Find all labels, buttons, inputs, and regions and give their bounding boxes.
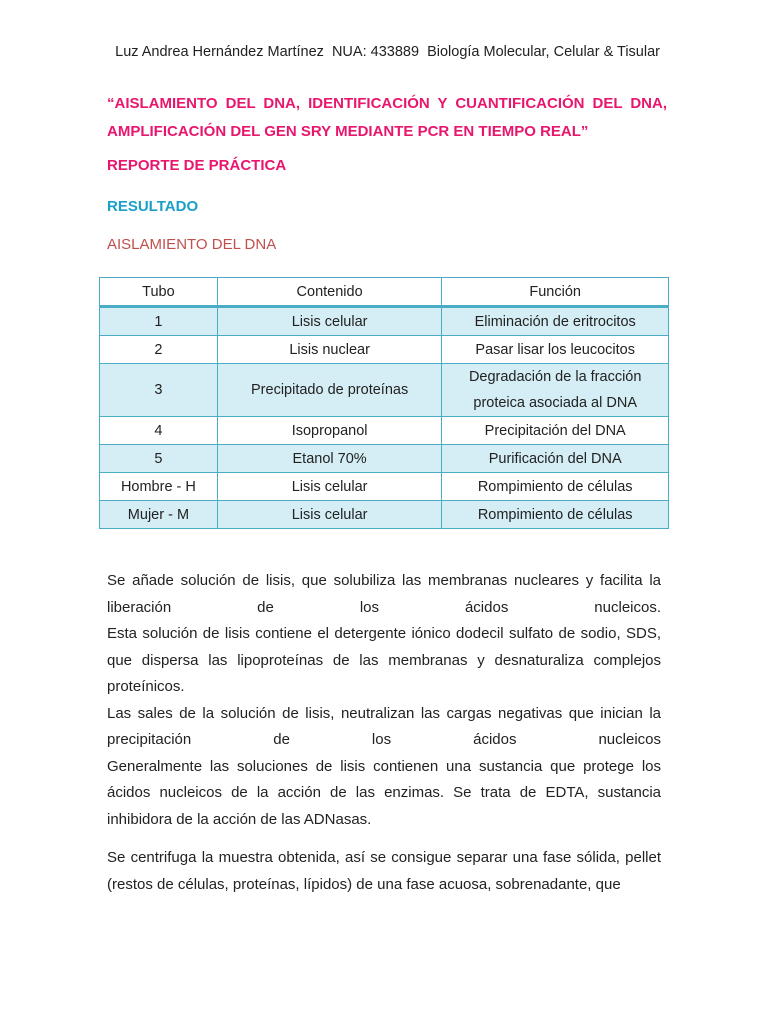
cell-funcion: Purificación del DNA bbox=[442, 445, 669, 473]
cell-funcion bbox=[442, 364, 669, 417]
cell-funcion: Rompimiento de células bbox=[442, 501, 669, 529]
paragraph-1-line-2: liberación de los ácidos nucleicos. bbox=[107, 598, 661, 616]
title-line-2: AMPLIFICACIÓN DEL GEN SRY MEDIANTE PCR EN TIEMPO REAL” bbox=[107, 123, 589, 140]
cell-tubo: Mujer - M bbox=[100, 501, 218, 529]
cell-funcion: Pasar lisar los leucocitos bbox=[442, 336, 669, 364]
cell-contenido: Etanol 70% bbox=[217, 445, 442, 473]
header-contenido: Contenido bbox=[217, 278, 442, 307]
table-row bbox=[100, 307, 669, 336]
paragraph-1-line-1: Se añade solución de lisis, que solubiliza las membranas nucleares y facilita la bbox=[107, 572, 661, 589]
table-row bbox=[100, 501, 669, 529]
results-heading: RESULTADO bbox=[107, 198, 199, 215]
report-subtitle: REPORTE DE PRÁCTICA bbox=[107, 157, 287, 174]
tubes-table bbox=[99, 277, 669, 529]
cell-funcion: Eliminación de eritrocitos bbox=[442, 307, 669, 336]
table-row bbox=[100, 364, 669, 417]
cell-tubo: 1 bbox=[100, 307, 218, 336]
header-tubo: Tubo bbox=[100, 278, 218, 307]
table-row bbox=[100, 473, 669, 501]
cell-contenido: Lisis nuclear bbox=[217, 336, 442, 364]
table-row bbox=[100, 445, 669, 473]
header-funcion: Función bbox=[442, 278, 669, 307]
cell-funcion: Precipitación del DNA bbox=[442, 417, 669, 445]
cell-tubo: 2 bbox=[100, 336, 218, 364]
cell-contenido: Isopropanol bbox=[217, 417, 442, 445]
table-header-row bbox=[100, 278, 669, 307]
cell-funcion: Rompimiento de células bbox=[442, 473, 669, 501]
paragraph-5: Se centrifuga la muestra obtenida, así se consigue separar una fase sólida, pellet (restos de células, proteínas, lípidos) de una fase acuosa, sobrenadante, que bbox=[107, 849, 661, 893]
page-header: Luz Andrea Hernández Martínez NUA: 433889 Biología Molecular, Celular & Tisular bbox=[115, 44, 660, 60]
cell-funcion-line-2: proteica asociada al DNA bbox=[473, 395, 637, 411]
paragraph-2: Esta solución de lisis contiene el detergente iónico dodecil sulfato de sodio, SDS, que dispersa las lipoproteínas de las membranas y desnaturaliza complejos proteínicos. bbox=[107, 625, 661, 695]
table-row bbox=[100, 417, 669, 445]
title-line-1: “AISLAMIENTO DEL DNA, IDENTIFICACIÓN Y CUANTIFICACIÓN DEL DNA, bbox=[107, 95, 667, 112]
cell-contenido: Lisis celular bbox=[217, 473, 442, 501]
cell-contenido: Lisis celular bbox=[217, 307, 442, 336]
paragraph-3-line-1: Las sales de la solución de lisis, neutralizan las cargas negativas que inician la bbox=[107, 704, 661, 722]
document-title bbox=[107, 90, 667, 146]
cell-tubo: 3 bbox=[100, 364, 218, 417]
cell-tubo: Hombre - H bbox=[100, 473, 218, 501]
cell-tubo: 4 bbox=[100, 417, 218, 445]
cell-contenido: Precipitado de proteínas bbox=[217, 364, 442, 417]
paragraph-3-line-2: precipitación de los ácidos nucleicos bbox=[107, 731, 661, 748]
cell-funcion-line-1: Degradación de la fracción bbox=[468, 369, 642, 385]
cell-tubo: 5 bbox=[100, 445, 218, 473]
table-row bbox=[100, 336, 669, 364]
cell-contenido: Lisis celular bbox=[217, 501, 442, 529]
paragraph-4: Generalmente las soluciones de lisis contienen una sustancia que protege los ácidos nucleicos de la acción de las enzimas. Se trata de EDTA, sustancia inhibidora de la acción de las ADNasas. bbox=[107, 757, 661, 828]
body-text bbox=[107, 568, 661, 898]
section-heading: AISLAMIENTO DEL DNA bbox=[107, 236, 277, 253]
